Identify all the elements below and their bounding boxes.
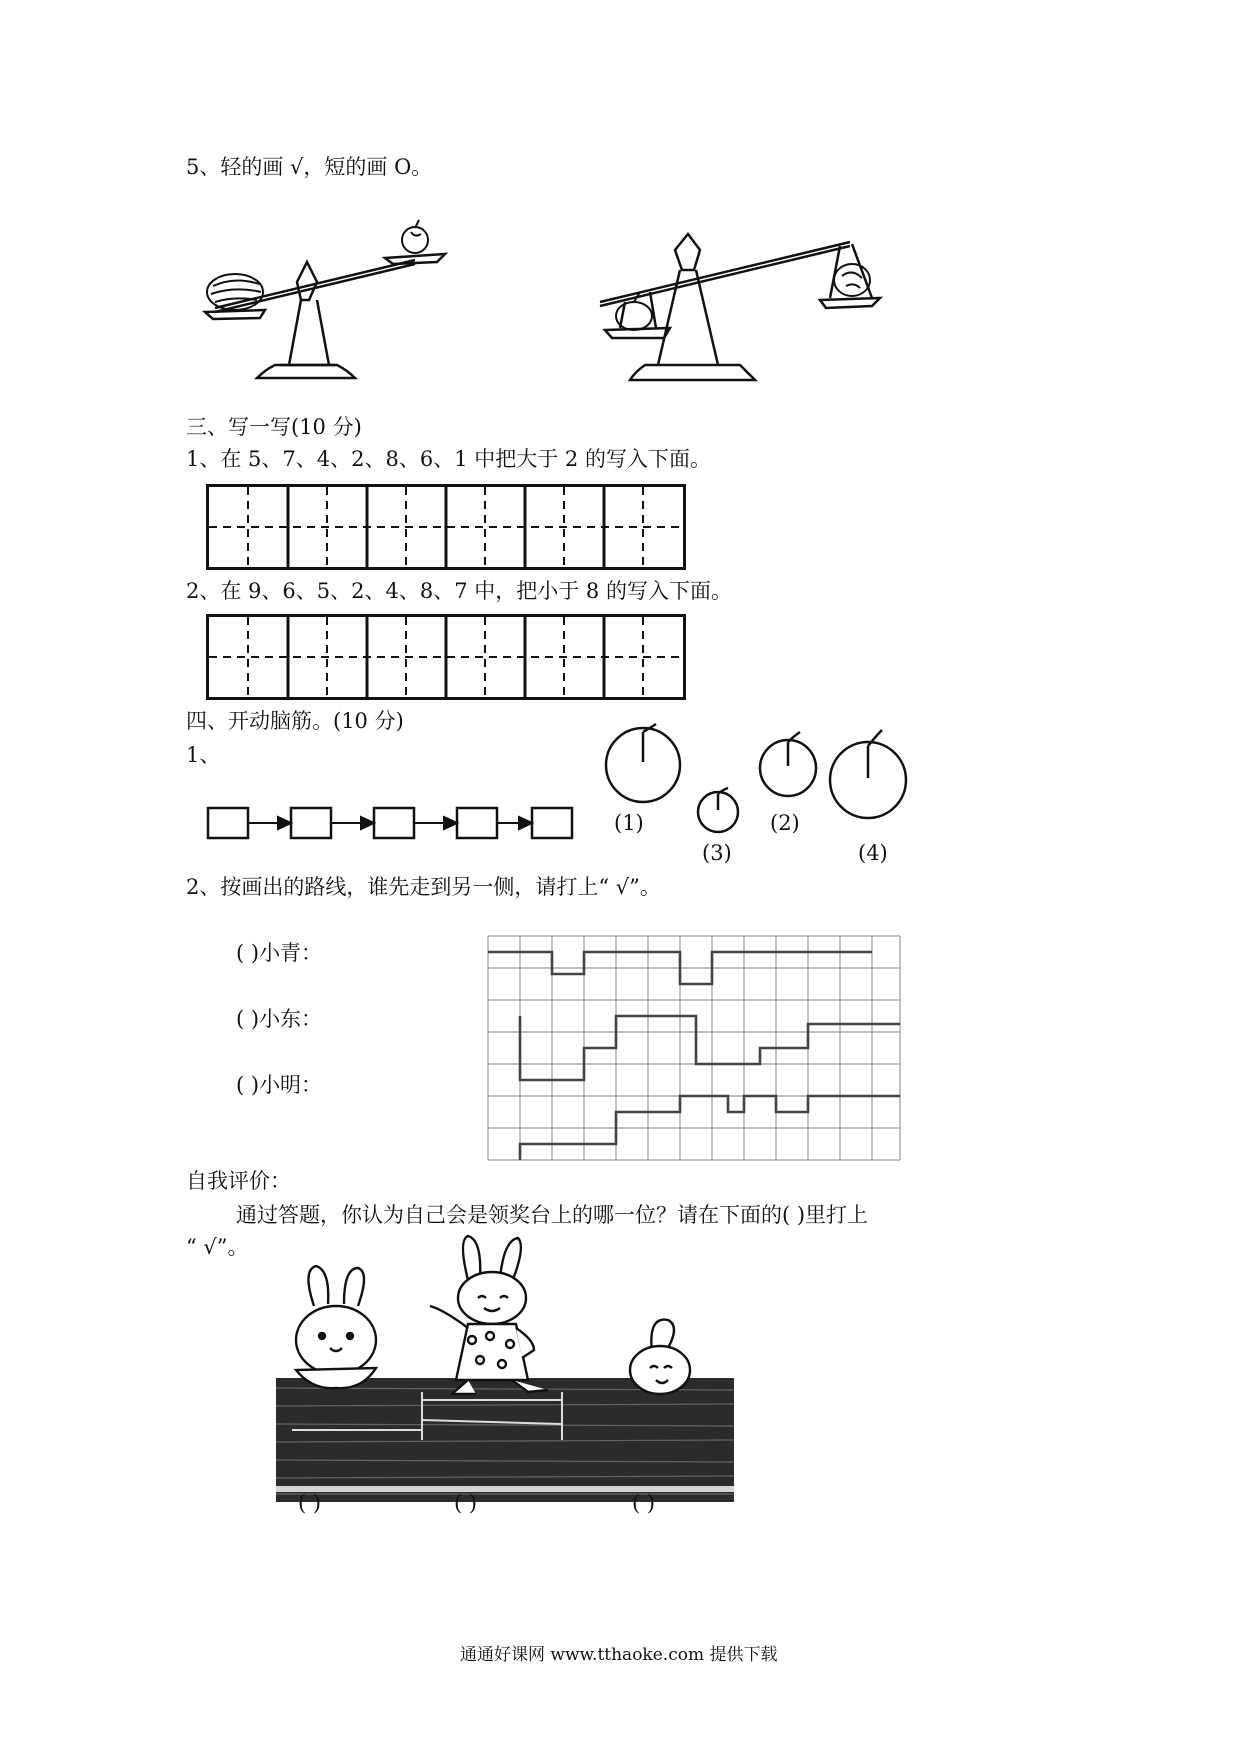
apple-label-2: (2) bbox=[770, 811, 800, 835]
watermelon-icon bbox=[207, 274, 263, 310]
option-xiaodong[interactable] bbox=[236, 1006, 322, 1032]
self-eval-line-2: “ √”。 bbox=[186, 1235, 249, 1259]
self-eval-line-1: 通过答题，你认为自己会是领奖台上的哪一位？请在下面的( )里打上 bbox=[236, 1203, 869, 1227]
option-xiaoming[interactable] bbox=[236, 1072, 322, 1098]
q5-text: 5、轻的画 √，短的画 O。 bbox=[186, 155, 433, 179]
apple-label-1: (1) bbox=[614, 811, 644, 835]
answer-grid-2[interactable] bbox=[206, 614, 686, 700]
apple-icon-3 bbox=[698, 788, 738, 832]
section-4-title: 四、开动脑筋。(10 分) bbox=[186, 709, 404, 733]
rabbit-left bbox=[296, 1266, 376, 1388]
apples-group bbox=[600, 720, 920, 860]
apple-label-3: (3) bbox=[702, 841, 732, 865]
option-name: 小明： bbox=[259, 1073, 323, 1097]
podium-answer-right[interactable]: ( ) bbox=[632, 1491, 656, 1515]
option-name: 小青： bbox=[259, 941, 323, 965]
section-4-q1-label: 1、 bbox=[186, 743, 221, 767]
option-name: 小东： bbox=[259, 1007, 323, 1031]
section-3-q2: 2、在 9、6、5、2、4、8、7 中，把小于 8 的写入下面。 bbox=[186, 579, 732, 603]
apple-icon-1 bbox=[606, 724, 680, 802]
podium-answer-center[interactable]: ( ) bbox=[454, 1491, 478, 1515]
podium-answer-left[interactable]: ( ) bbox=[298, 1491, 322, 1515]
section-4-q2: 2、按画出的路线，谁先走到另一侧，请打上“ √”。 bbox=[186, 875, 661, 899]
option-xiaoqing[interactable] bbox=[236, 940, 322, 966]
footer: 通通好课网 www.tthaoke.com 提供下载 bbox=[460, 1645, 778, 1665]
podium-illustration bbox=[272, 1240, 737, 1510]
route-grid bbox=[484, 932, 904, 1164]
rabbit-right bbox=[630, 1320, 690, 1394]
apple-icon-2 bbox=[760, 732, 816, 796]
order-boxes[interactable] bbox=[206, 804, 576, 844]
balance-scale-2 bbox=[590, 230, 875, 395]
answer-grid-1[interactable] bbox=[206, 484, 686, 570]
answer-paren[interactable]: ( ) bbox=[236, 1007, 260, 1031]
answer-paren[interactable]: ( ) bbox=[236, 1073, 260, 1097]
apple-icon-4 bbox=[830, 730, 906, 818]
apple-label-4: (4) bbox=[858, 841, 888, 865]
answer-paren[interactable]: ( ) bbox=[236, 941, 260, 965]
self-eval-title: 自我评价： bbox=[186, 1169, 291, 1193]
section-3-title: 三、写一写(10 分) bbox=[186, 415, 362, 439]
rabbit-center bbox=[430, 1236, 548, 1394]
balance-scale-1 bbox=[205, 220, 480, 395]
apple-icon bbox=[402, 220, 428, 253]
section-3-q1: 1、在 5、7、4、2、8、6、1 中把大于 2 的写入下面。 bbox=[186, 447, 711, 471]
